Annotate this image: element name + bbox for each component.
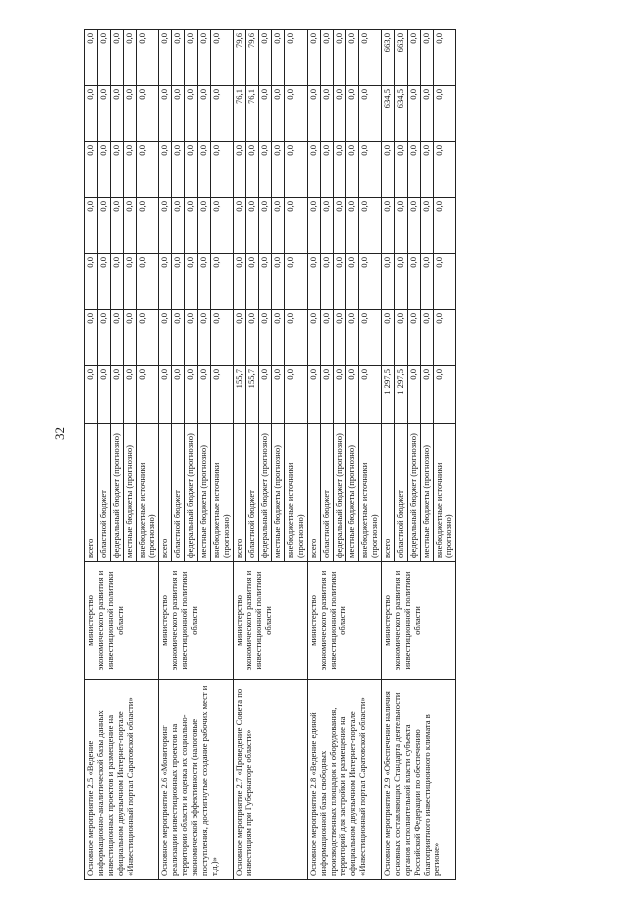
funding-value: 0,0 — [233, 142, 246, 198]
funding-value: 0,0 — [407, 86, 420, 142]
funding-value: 0,0 — [333, 310, 346, 366]
funding-source: областной бюджет — [172, 424, 185, 562]
funding-source: местные бюджеты (прогнозно) — [123, 424, 136, 562]
funding-value: 0,0 — [420, 30, 433, 86]
funding-value: 0,0 — [185, 30, 198, 86]
rotated-table-container — [84, 30, 614, 880]
funding-value: 0,0 — [382, 142, 395, 198]
funding-value: 0,0 — [97, 142, 110, 198]
funding-value: 1 297,5 — [382, 366, 395, 424]
table-body — [85, 30, 456, 880]
funding-value: 0,0 — [420, 254, 433, 310]
funding-value: 0,0 — [123, 86, 136, 142]
funding-source: федеральный бюджет (прогнозно) — [333, 424, 346, 562]
funding-source: федеральный бюджет (прогнозно) — [185, 424, 198, 562]
table-row — [382, 30, 395, 880]
funding-value: 0,0 — [407, 30, 420, 86]
funding-value: 0,0 — [210, 366, 233, 424]
measure-executor: министерство экономического развития и инвестиционной политики области — [159, 562, 233, 680]
funding-value: 0,0 — [394, 198, 407, 254]
funding-value: 0,0 — [259, 30, 272, 86]
funding-value: 0,0 — [110, 310, 123, 366]
funding-value: 0,0 — [123, 30, 136, 86]
funding-value: 0,0 — [433, 30, 456, 86]
funding-source: местные бюджеты (прогнозно) — [272, 424, 285, 562]
funding-value: 0,0 — [123, 310, 136, 366]
funding-value: 0,0 — [359, 366, 382, 424]
funding-value: 634,5 — [382, 86, 395, 142]
funding-value: 0,0 — [359, 198, 382, 254]
funding-source: всего — [382, 424, 395, 562]
funding-value: 0,0 — [172, 30, 185, 86]
funding-value: 0,0 — [272, 310, 285, 366]
table-row — [85, 30, 98, 880]
measure-title: Основное мероприятие 2.5 «Ведение информационно-аналитической базы данных инвестиционных проектов и размещение на официальном двуязычном Интернет-портале «Инвестиционный портал Саратовской области» — [85, 680, 159, 880]
funding-value: 0,0 — [123, 198, 136, 254]
funding-value: 0,0 — [210, 142, 233, 198]
funding-value: 0,0 — [285, 366, 308, 424]
measure-title: Основное мероприятие 2.6 «Мониторинг реализации инвестиционных проектов на территории области и оценка их социально-экономической эффективности (налоговые поступления, достигнутые создание рабочих мест и т.д.)» — [159, 680, 233, 880]
funding-value: 0,0 — [110, 30, 123, 86]
funding-value: 663,0 — [382, 30, 395, 86]
funding-value: 0,0 — [420, 142, 433, 198]
funding-value: 0,0 — [185, 366, 198, 424]
funding-value: 0,0 — [85, 86, 98, 142]
funding-value: 0,0 — [382, 254, 395, 310]
funding-source: внебюджетные источники (прогнозно) — [136, 424, 159, 562]
funding-value: 0,0 — [272, 366, 285, 424]
funding-value: 0,0 — [307, 142, 320, 198]
measure-title: Основное мероприятие 2.8 «Ведение единой информационной базы свободных производственных площадок и оборудования, территорий для застройки и размещение на официальном двуязычном Интернет-портале «Инвестиционный портал Саратовской области» — [307, 680, 381, 880]
funding-value: 0,0 — [346, 142, 359, 198]
funding-value: 0,0 — [123, 254, 136, 310]
funding-value: 0,0 — [246, 310, 259, 366]
funding-value: 0,0 — [185, 86, 198, 142]
funding-source: всего — [307, 424, 320, 562]
funding-value: 0,0 — [346, 366, 359, 424]
funding-source: всего — [233, 424, 246, 562]
funding-value: 0,0 — [382, 310, 395, 366]
funding-value: 0,0 — [85, 30, 98, 86]
funding-value: 0,0 — [307, 86, 320, 142]
funding-value: 0,0 — [272, 142, 285, 198]
funding-value: 0,0 — [433, 86, 456, 142]
funding-value: 155,7 — [246, 366, 259, 424]
funding-source: федеральный бюджет (прогнозно) — [259, 424, 272, 562]
funding-source: всего — [159, 424, 172, 562]
funding-value: 0,0 — [159, 310, 172, 366]
table-row — [159, 30, 172, 880]
funding-value: 0,0 — [307, 198, 320, 254]
funding-value: 0,0 — [407, 198, 420, 254]
measure-title: Основное мероприятие 2.9 «Обеспечение наличия основных составляющих Стандарта деятельности органов исполнительной власти субъекта Российской Федерации по обеспечению благоприятного инвестиционного климата в регионе» — [382, 680, 456, 880]
funding-value: 0,0 — [123, 366, 136, 424]
funding-value: 0,0 — [346, 198, 359, 254]
measure-title: Основное мероприятие 2.7 «Проведение Совета по инвестициям при Губернаторе области» — [233, 680, 307, 880]
funding-value: 0,0 — [210, 86, 233, 142]
funding-value: 634,5 — [394, 86, 407, 142]
funding-value: 0,0 — [185, 142, 198, 198]
funding-value: 0,0 — [272, 30, 285, 86]
funding-value: 0,0 — [85, 198, 98, 254]
funding-value: 0,0 — [382, 198, 395, 254]
funding-value: 0,0 — [246, 142, 259, 198]
funding-source: местные бюджеты (прогнозно) — [420, 424, 433, 562]
funding-source: областной бюджет — [246, 424, 259, 562]
funding-value: 0,0 — [433, 254, 456, 310]
funding-value: 0,0 — [210, 254, 233, 310]
funding-value: 0,0 — [333, 30, 346, 86]
funding-value: 0,0 — [259, 366, 272, 424]
funding-value: 0,0 — [259, 198, 272, 254]
funding-value: 0,0 — [433, 198, 456, 254]
funding-value: 0,0 — [285, 30, 308, 86]
funding-value: 0,0 — [259, 310, 272, 366]
funding-value: 0,0 — [407, 142, 420, 198]
funding-value: 0,0 — [159, 366, 172, 424]
funding-value: 1 297,5 — [394, 366, 407, 424]
funding-value: 0,0 — [420, 86, 433, 142]
funding-value: 0,0 — [85, 254, 98, 310]
funding-value: 0,0 — [172, 142, 185, 198]
funding-source: федеральный бюджет (прогнозно) — [407, 424, 420, 562]
funding-value: 0,0 — [320, 198, 333, 254]
funding-value: 0,0 — [197, 142, 210, 198]
funding-value: 0,0 — [185, 198, 198, 254]
funding-value: 0,0 — [233, 198, 246, 254]
funding-source: внебюджетные источники (прогнозно) — [359, 424, 382, 562]
funding-value: 0,0 — [159, 30, 172, 86]
funding-value: 0,0 — [272, 198, 285, 254]
funding-value: 0,0 — [136, 310, 159, 366]
funding-value: 0,0 — [407, 310, 420, 366]
funding-source: внебюджетные источники (прогнозно) — [210, 424, 233, 562]
funding-value: 0,0 — [285, 198, 308, 254]
funding-value: 79,6 — [233, 30, 246, 86]
funding-value: 0,0 — [97, 198, 110, 254]
funding-value: 79,6 — [246, 30, 259, 86]
funding-value: 0,0 — [333, 254, 346, 310]
funding-value: 0,0 — [272, 254, 285, 310]
funding-value: 0,0 — [110, 142, 123, 198]
funding-value: 0,0 — [210, 30, 233, 86]
funding-value: 0,0 — [210, 310, 233, 366]
funding-value: 0,0 — [320, 142, 333, 198]
funding-value: 0,0 — [197, 254, 210, 310]
funding-value: 0,0 — [307, 310, 320, 366]
funding-value: 0,0 — [394, 142, 407, 198]
funding-value: 0,0 — [346, 254, 359, 310]
funding-value: 0,0 — [197, 366, 210, 424]
funding-value: 0,0 — [197, 310, 210, 366]
funding-source: федеральный бюджет (прогнозно) — [110, 424, 123, 562]
funding-value: 0,0 — [307, 254, 320, 310]
funding-value: 0,0 — [320, 254, 333, 310]
funding-value: 0,0 — [320, 86, 333, 142]
funding-value: 0,0 — [420, 310, 433, 366]
funding-value: 0,0 — [172, 254, 185, 310]
funding-value: 76,1 — [246, 86, 259, 142]
funding-source: местные бюджеты (прогнозно) — [346, 424, 359, 562]
funding-source: всего — [85, 424, 98, 562]
funding-value: 0,0 — [320, 366, 333, 424]
funding-value: 0,0 — [420, 198, 433, 254]
table-row — [307, 30, 320, 880]
funding-value: 0,0 — [159, 198, 172, 254]
funding-value: 0,0 — [85, 366, 98, 424]
funding-value: 0,0 — [394, 254, 407, 310]
funding-value: 76,1 — [233, 86, 246, 142]
funding-value: 0,0 — [136, 142, 159, 198]
funding-value: 0,0 — [433, 310, 456, 366]
funding-value: 0,0 — [172, 86, 185, 142]
funding-value: 0,0 — [97, 310, 110, 366]
measure-executor: министерство экономического развития и инвестиционной политики области — [382, 562, 456, 680]
funding-value: 0,0 — [320, 30, 333, 86]
table-row — [233, 30, 246, 880]
measure-executor: министерство экономического развития и инвестиционной политики области — [233, 562, 307, 680]
funding-source: местные бюджеты (прогнозно) — [197, 424, 210, 562]
funding-value: 0,0 — [85, 310, 98, 366]
funding-value: 0,0 — [97, 366, 110, 424]
funding-value: 0,0 — [97, 86, 110, 142]
funding-table — [84, 29, 456, 880]
funding-value: 0,0 — [172, 310, 185, 366]
funding-value: 0,0 — [407, 366, 420, 424]
funding-value: 0,0 — [197, 198, 210, 254]
funding-value: 0,0 — [185, 254, 198, 310]
funding-value: 0,0 — [110, 366, 123, 424]
funding-value: 0,0 — [110, 86, 123, 142]
funding-value: 0,0 — [136, 198, 159, 254]
funding-value: 0,0 — [159, 254, 172, 310]
funding-value: 0,0 — [285, 142, 308, 198]
funding-value: 0,0 — [333, 142, 346, 198]
funding-value: 0,0 — [420, 366, 433, 424]
funding-source: областной бюджет — [394, 424, 407, 562]
funding-value: 0,0 — [346, 86, 359, 142]
funding-value: 0,0 — [185, 310, 198, 366]
funding-value: 0,0 — [97, 30, 110, 86]
funding-value: 0,0 — [285, 86, 308, 142]
funding-value: 0,0 — [359, 254, 382, 310]
funding-value: 0,0 — [172, 198, 185, 254]
funding-value: 0,0 — [85, 142, 98, 198]
funding-value: 0,0 — [346, 30, 359, 86]
funding-value: 0,0 — [285, 254, 308, 310]
funding-value: 0,0 — [259, 86, 272, 142]
funding-value: 0,0 — [333, 366, 346, 424]
funding-value: 0,0 — [110, 198, 123, 254]
funding-value: 0,0 — [136, 86, 159, 142]
funding-value: 0,0 — [159, 86, 172, 142]
funding-value: 0,0 — [359, 86, 382, 142]
funding-value: 0,0 — [320, 310, 333, 366]
measure-executor: министерство экономического развития и инвестиционной политики области — [307, 562, 381, 680]
funding-value: 0,0 — [246, 198, 259, 254]
funding-value: 0,0 — [136, 30, 159, 86]
funding-source: внебюджетные источники (прогнозно) — [285, 424, 308, 562]
funding-value: 0,0 — [233, 310, 246, 366]
funding-value: 0,0 — [407, 254, 420, 310]
funding-value: 0,0 — [359, 142, 382, 198]
funding-value: 0,0 — [333, 86, 346, 142]
funding-source: внебюджетные источники (прогнозно) — [433, 424, 456, 562]
funding-value: 0,0 — [259, 254, 272, 310]
funding-value: 0,0 — [233, 254, 246, 310]
funding-value: 0,0 — [197, 86, 210, 142]
funding-value: 0,0 — [307, 30, 320, 86]
funding-value: 0,0 — [172, 366, 185, 424]
funding-value: 0,0 — [346, 310, 359, 366]
funding-value: 0,0 — [307, 366, 320, 424]
funding-value: 0,0 — [197, 30, 210, 86]
page-number: 32 — [52, 427, 67, 440]
funding-value: 0,0 — [333, 198, 346, 254]
funding-value: 0,0 — [136, 366, 159, 424]
funding-value: 0,0 — [110, 254, 123, 310]
funding-value: 0,0 — [359, 30, 382, 86]
funding-source: областной бюджет — [97, 424, 110, 562]
funding-value: 0,0 — [136, 254, 159, 310]
funding-value: 0,0 — [359, 310, 382, 366]
funding-value: 0,0 — [433, 366, 456, 424]
funding-value: 0,0 — [210, 198, 233, 254]
funding-value: 663,0 — [394, 30, 407, 86]
funding-value: 0,0 — [97, 254, 110, 310]
funding-value: 0,0 — [159, 142, 172, 198]
funding-value: 155,7 — [233, 366, 246, 424]
measure-executor: министерство экономического развития и инвестиционной политики области — [85, 562, 159, 680]
funding-value: 0,0 — [123, 142, 136, 198]
funding-value: 0,0 — [394, 310, 407, 366]
funding-source: областной бюджет — [320, 424, 333, 562]
funding-value: 0,0 — [259, 142, 272, 198]
funding-value: 0,0 — [285, 310, 308, 366]
funding-value: 0,0 — [433, 142, 456, 198]
funding-value: 0,0 — [272, 86, 285, 142]
funding-value: 0,0 — [246, 254, 259, 310]
